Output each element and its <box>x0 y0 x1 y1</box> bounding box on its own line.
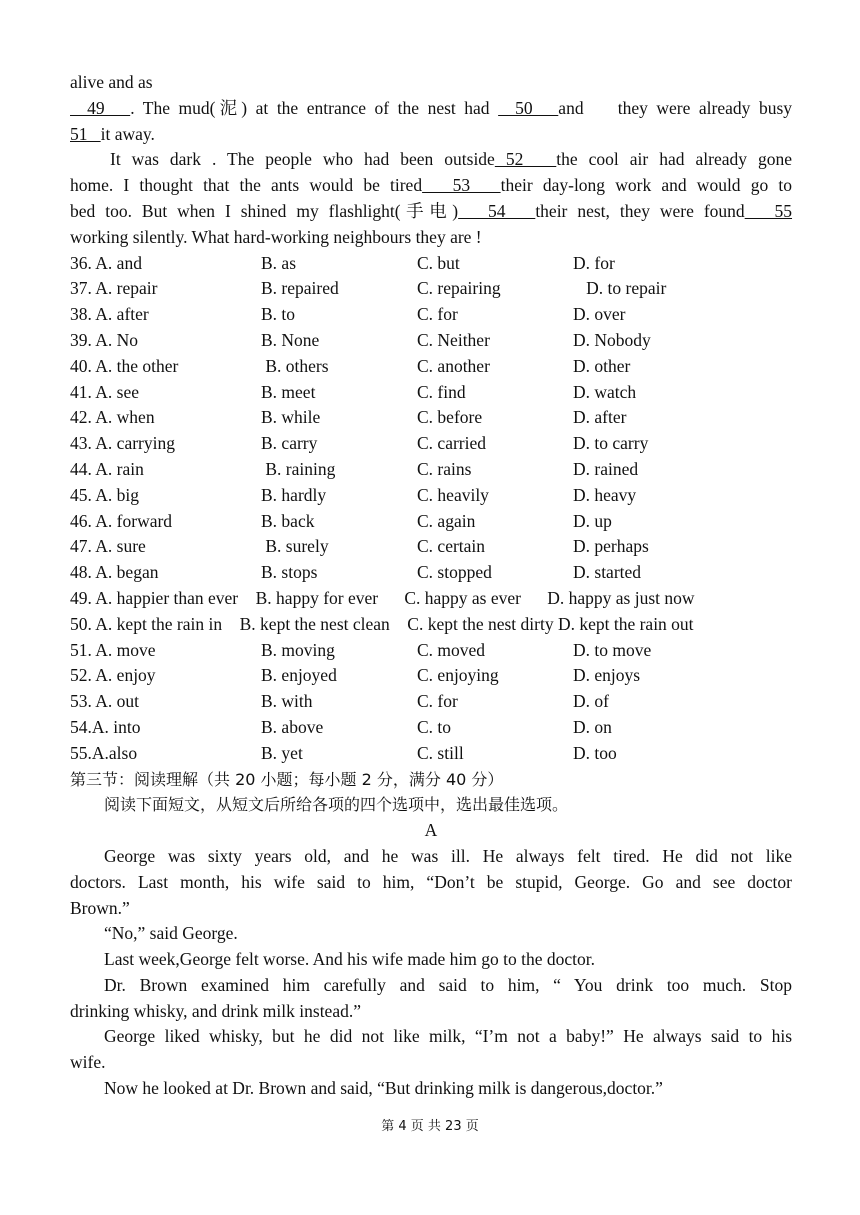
option-choice: D. too <box>573 742 617 763</box>
blank-51: 51 <box>70 123 101 144</box>
options-list <box>70 251 792 586</box>
cloze-line <box>70 122 792 148</box>
cloze-line <box>70 96 792 122</box>
option-choice: C. certain <box>417 536 486 557</box>
option-choice: 39. A. No <box>70 329 139 350</box>
option-choice: C. for <box>417 691 458 712</box>
option-choice: 42. A. when <box>70 407 155 428</box>
option-choice: C. before <box>417 407 483 428</box>
page-footer: 第 4 页 共 23 页 <box>381 1119 479 1134</box>
option-choice: D. watch <box>573 381 637 402</box>
section-instruction: 阅读下面短文，从短文后所给各项的四个选项中，选出最佳选项。 <box>104 795 569 815</box>
option-row <box>70 715 792 741</box>
option-choice: D. to repair <box>573 278 667 299</box>
blank-49: 49 <box>70 97 131 118</box>
option-row <box>70 741 792 767</box>
passage-line: doctors. Last month, his wife said to him, “Don’t be stupid, George. Go and see doctor <box>70 871 792 892</box>
passage-line: Now he looked at Dr. Brown and said, “But drinking milk is dangerous,doctor.” <box>104 1078 663 1099</box>
option-choice: D. on <box>573 716 612 737</box>
text: their day-long work and would go to <box>500 175 793 196</box>
option-choice: C. but <box>417 252 460 273</box>
option-choice: 36. A. and <box>70 252 142 273</box>
option-row-50 <box>70 612 792 638</box>
option-row <box>70 509 792 535</box>
option-choice: B. as <box>261 252 296 273</box>
passage-line: George was sixty years old, and he was ill. He always felt tired. He did not like <box>104 845 792 866</box>
option-choice: B. yet <box>261 742 303 763</box>
section-title: 第三节：阅读理解（共 20 小题；每小题 2 分，满分 40 分） <box>70 769 504 789</box>
option-choice: D. started <box>573 562 642 583</box>
option-choice: D. over <box>573 304 626 325</box>
option-choice: D. after <box>573 407 627 428</box>
cloze-line <box>70 70 792 96</box>
option-choice: C. still <box>417 742 464 763</box>
blank-55: 55 <box>744 200 793 221</box>
cloze-line <box>70 199 792 225</box>
option-row <box>70 251 792 277</box>
option-choice: C. another <box>417 355 490 376</box>
cloze-line <box>70 225 792 251</box>
option-choice: D. rained <box>573 458 639 479</box>
option-choice: 51. A. move <box>70 639 156 660</box>
text: . The mud(泥) at the entrance of the nest had <box>130 97 499 118</box>
option-choice: B. stops <box>261 562 318 583</box>
passage-line: Brown.” <box>70 897 130 918</box>
blank-50: 50 <box>498 97 559 118</box>
text: working silently. What hard-working neighbours they are ! <box>70 226 482 247</box>
passage-label: A <box>424 820 438 841</box>
text: the cool air had already gone <box>556 149 792 170</box>
option-choice: 48. A. began <box>70 562 159 583</box>
option-choice: 55.A.also <box>70 742 138 763</box>
option-choice: D. up <box>573 510 612 531</box>
option-choice: 38. A. after <box>70 304 149 325</box>
option-choice: C. rains <box>417 458 472 479</box>
option-row <box>70 560 792 586</box>
option-row <box>70 431 792 457</box>
option-choice: C. enjoying <box>417 665 499 686</box>
option-choice: B. repaired <box>261 278 339 299</box>
option-choice: D. perhaps <box>573 536 649 557</box>
passage-line: “No,” said George. <box>104 923 238 944</box>
text: their nest, they were found <box>535 200 745 221</box>
passage-line: Last week,George felt worse. And his wife made him go to the doctor. <box>104 949 596 970</box>
option-choice: C. stopped <box>417 562 492 583</box>
option-choice: C. for <box>417 304 458 325</box>
option-choice: D. other <box>573 355 631 376</box>
option-row <box>70 457 792 483</box>
passage-line: wife. <box>70 1052 106 1073</box>
option-choice: 52. A. enjoy <box>70 665 156 686</box>
passage-line: George liked whisky, but he did not like milk, “I’m not a baby!” He always said to his <box>104 1026 792 1047</box>
option-row <box>70 328 792 354</box>
option-choice: C. moved <box>417 639 486 660</box>
option-row <box>70 380 792 406</box>
option-choice: B. to <box>261 304 296 325</box>
cloze-line <box>70 173 792 199</box>
option-choice: 46. A. forward <box>70 510 173 531</box>
option-choice: B. enjoyed <box>261 665 337 686</box>
option-text: 49. A. happier than ever B. happy for ever C. happy as ever D. happy as just now <box>70 587 695 608</box>
option-choice: D. Nobody <box>573 329 651 350</box>
option-choice: 54.A. into <box>70 716 141 737</box>
text: bed too. But when I shined my flashlight(手电) <box>70 200 459 221</box>
passage-line: Dr. Brown examined him carefully and said to him, “ You drink too much. Stop <box>104 974 792 995</box>
option-choice: B. while <box>261 407 321 428</box>
cloze-line <box>70 147 792 173</box>
option-choice: 41. A. see <box>70 381 140 402</box>
option-choice: B. with <box>261 691 313 712</box>
option-choice: B. hardly <box>261 484 327 505</box>
passage-line: drinking whisky, and drink milk instead.” <box>70 1000 361 1021</box>
option-choice: D. heavy <box>573 484 637 505</box>
text: It was dark . The people who had been outside <box>110 149 495 170</box>
option-choice: D. enjoys <box>573 665 641 686</box>
blank-52: 52 <box>494 149 557 170</box>
exam-page <box>70 70 792 1102</box>
option-choice: C. again <box>417 510 476 531</box>
option-row <box>70 483 792 509</box>
option-choice: 47. A. sure <box>70 536 146 557</box>
option-choice: 37. A. repair <box>70 278 158 299</box>
text: and they were already busy <box>558 97 793 118</box>
option-choice: B. None <box>261 329 320 350</box>
option-row <box>70 534 792 560</box>
option-row <box>70 405 792 431</box>
option-text: 50. A. kept the rain in B. kept the nest clean C. kept the nest dirty D. kept the rain out <box>70 613 694 634</box>
option-choice: C. to <box>417 716 452 737</box>
option-choice: B. others <box>261 355 329 376</box>
option-choice: B. back <box>261 510 315 531</box>
option-choice: B. moving <box>261 639 335 660</box>
option-choice: D. of <box>573 691 609 712</box>
option-choice: D. for <box>573 252 615 273</box>
option-row <box>70 302 792 328</box>
option-choice: C. heavily <box>417 484 489 505</box>
option-choice: B. carry <box>261 433 318 454</box>
option-choice: B. above <box>261 716 324 737</box>
option-choice: C. carried <box>417 433 486 454</box>
option-row <box>70 354 792 380</box>
option-choice: 40. A. the other <box>70 355 179 376</box>
blank-54: 54 <box>458 200 536 221</box>
option-choice: C. repairing <box>417 278 501 299</box>
blank-53: 53 <box>422 175 501 196</box>
option-choice: 43. A. carrying <box>70 433 175 454</box>
text: alive and as <box>70 72 153 92</box>
option-row <box>70 276 792 302</box>
option-choice: 44. A. rain <box>70 458 144 479</box>
option-row <box>70 663 792 689</box>
text: it away. <box>100 123 155 144</box>
option-choice: 45. A. big <box>70 484 140 505</box>
option-choice: B. surely <box>261 536 329 557</box>
option-choice: B. meet <box>261 381 316 402</box>
option-choice: B. raining <box>261 458 336 479</box>
option-row <box>70 689 792 715</box>
option-choice: D. to move <box>573 639 652 660</box>
option-row <box>70 638 792 664</box>
option-row-49 <box>70 586 792 612</box>
option-choice: 53. A. out <box>70 691 140 712</box>
option-choice: C. find <box>417 381 466 402</box>
option-choice: D. to carry <box>573 433 649 454</box>
option-choice: C. Neither <box>417 329 490 350</box>
options-list <box>70 638 792 767</box>
text: home. I thought that the ants would be tired <box>70 175 423 196</box>
